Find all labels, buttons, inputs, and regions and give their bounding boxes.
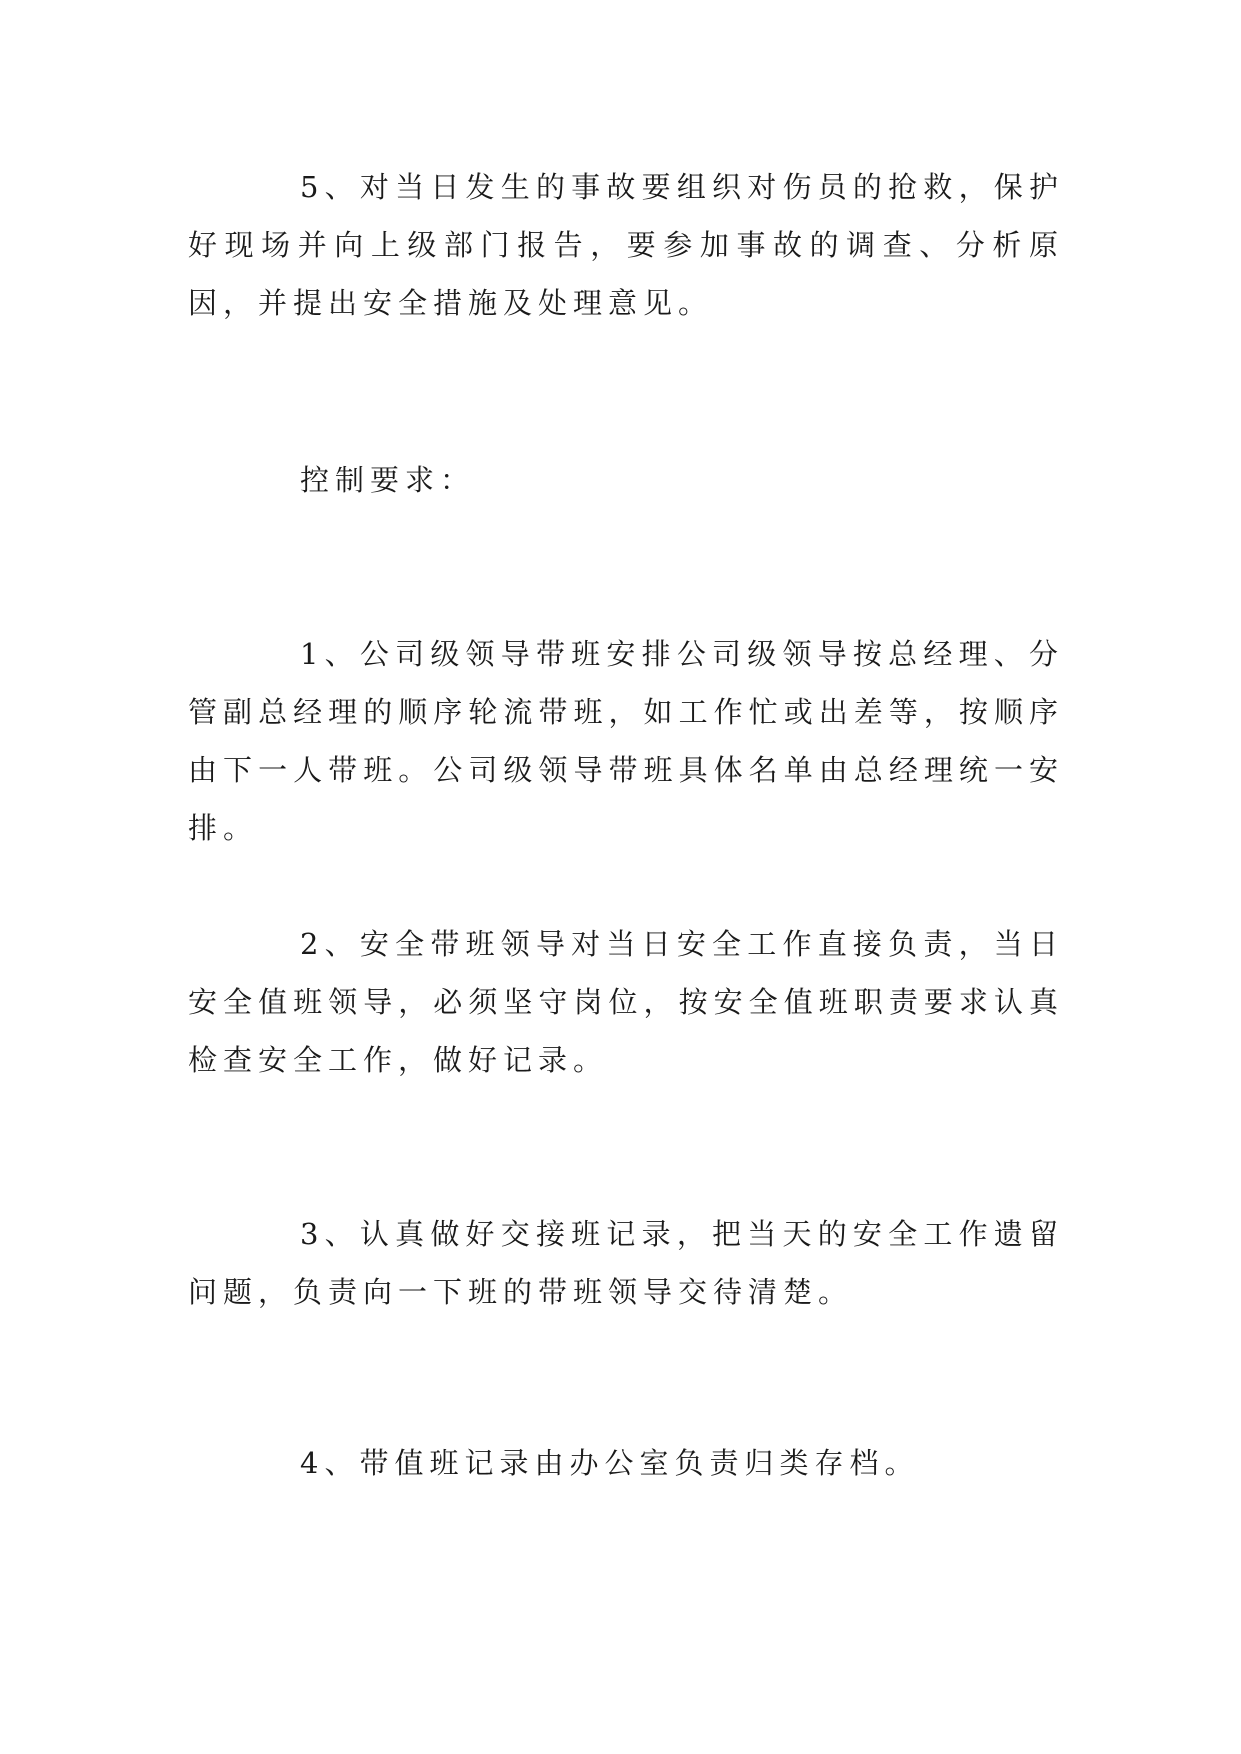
paragraph-item-3-handover-record: 3、认真做好交接班记录，把当天的安全工作遗留问题，负责向一下班的带班领导交待清楚。 (188, 1217, 1064, 1309)
paragraph-item-1-leader-shift: 1、公司级领导带班安排公司级领导按总经理、分管副总经理的顺序轮流带班，如工作忙或出差等，按顺序由下一人带班。公司级领导带班具体名单由总经理统一安排。 (188, 637, 1064, 845)
paragraph-item-5-accident-handling: 5、对当日发生的事故要组织对伤员的抢救，保护好现场并向上级部门报告，要参加事故的调查、分析原因，并提出安全措施及处理意见。 (188, 170, 1064, 320)
paragraph-item-2-safety-duty: 2、安全带班领导对当日安全工作直接负责，当日安全值班领导，必须坚守岗位，按安全值班职责要求认真检查安全工作，做好记录。 (188, 927, 1064, 1077)
paragraph-item-4-record-archive: 4、带值班记录由办公室负责归类存档。 (300, 1446, 920, 1480)
section-heading-control-requirements: 控制要求： (300, 463, 476, 497)
